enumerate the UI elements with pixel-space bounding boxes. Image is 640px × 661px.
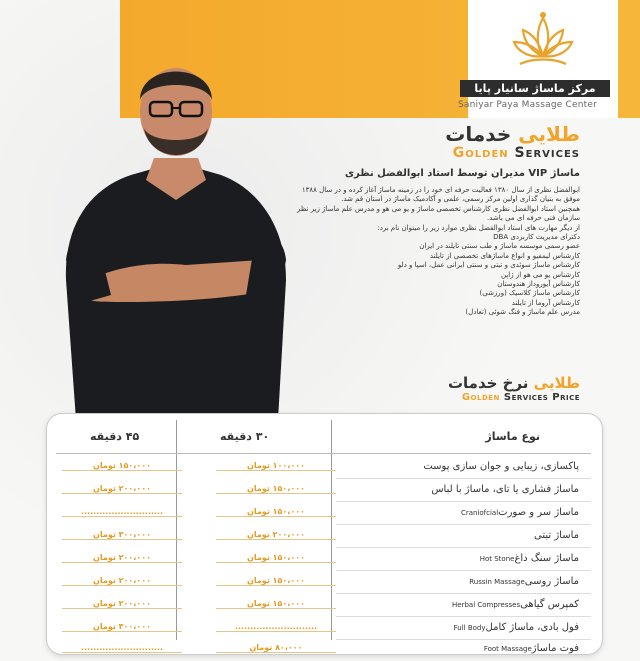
table-row: [56, 456, 591, 479]
table-row: [56, 502, 591, 525]
row-name-fa: پاکسازی، زیبایی و جوان سازی پوست: [423, 461, 579, 472]
table-row: [56, 594, 591, 617]
price-title-en-gold: Golden: [461, 392, 500, 403]
row-name-fa: ماساژ سر و صورت: [498, 507, 579, 518]
price-title-fa-main: نرخ خدمات: [447, 374, 529, 392]
row-name: [431, 484, 579, 495]
row-price-30: ۱۵۰،۰۰۰ تومان: [216, 553, 336, 563]
description-line: از دیگر مهارت های استاد ابوالفضل نظری موارد زیر را میتوان نام برد:: [377, 223, 580, 232]
row-name: [455, 507, 579, 518]
row-name-fa: فول بادی، ماساژ کامل: [485, 622, 579, 633]
table-row: [56, 479, 591, 502]
row-price-45: ...........................: [62, 643, 182, 653]
row-price-45: ۲۰۰،۰۰۰ تومان: [62, 599, 182, 609]
row-name: [534, 530, 579, 541]
golden-services-subtitle: ماساژ VIP مدیران توسط استاد ابوالفضل نظری: [344, 168, 580, 179]
row-name-fa: فوت ماساژ: [531, 643, 579, 654]
row-name-en: Herbal Compresses: [452, 601, 521, 609]
row-price-30: ۱۵۰،۰۰۰ تومان: [216, 507, 336, 517]
row-price-45: ...........................: [62, 507, 182, 517]
row-name: [448, 622, 579, 633]
row-price-30: ۱۵۰،۰۰۰ تومان: [216, 576, 336, 586]
description-line: کارشناس آیوروداز هندوستان: [497, 280, 580, 289]
price-title-en-main: Services Price: [503, 392, 580, 403]
header-massage-type: نوع ماساژ: [485, 430, 540, 443]
table-row: [56, 638, 591, 661]
row-price-30: ۲۰۰،۰۰۰ تومان: [216, 530, 336, 540]
row-price-45: ۲۰۰،۰۰۰ تومان: [62, 576, 182, 586]
description-line: همچنین استاد ابوالفضل نظری کارشناس تخصصی ماساژ و یو می هو و مدرس علم ماساژ زیر نظر: [296, 204, 580, 213]
row-name: [446, 599, 579, 610]
row-name: [463, 576, 579, 587]
golden-services-title-fa-gold: طلایی: [518, 122, 580, 146]
row-name: [423, 461, 579, 472]
golden-services-title-en: [453, 145, 580, 161]
description-line: کارشناس ماساژ سوئدی و تبتی و سنتی ایرانی عمل، اسپا و دلو: [397, 261, 580, 270]
row-price-45: ۳۰۰،۰۰۰ تومان: [62, 622, 182, 632]
table-row: [56, 548, 591, 571]
price-section-title-fa: [448, 374, 580, 392]
price-title-fa-gold: طلایی: [533, 374, 580, 392]
description-line: سازمان فنی حرفه ای می باشد.: [487, 214, 580, 223]
header-45-min: ۴۵ دقیقه: [90, 430, 140, 443]
row-name: [478, 643, 579, 654]
row-price-30: ...........................: [216, 622, 336, 632]
description-line: کارشناس آروما از تایلند: [511, 298, 580, 307]
table-row: [56, 571, 591, 594]
row-name-fa: ماساژ تبتی: [534, 530, 579, 541]
description-line: عضو رسمی موسسه ماساژ و طب سنتی تایلند در ایران: [419, 242, 580, 251]
description-line: کارشناس ماساژ کلاسیک (ورزشی): [479, 289, 580, 298]
description-line: مدرس علم ماساژ و فنگ شوئی (تعادل): [465, 308, 580, 317]
description-line: ابوالفضل نظری از سال ۱۳۸۰ فعالیت حرفه ای خود را در زمینه ماساژ آغاز کرده و در سال ۱۳۸۸: [301, 186, 580, 194]
lotus-logo-icon: [508, 10, 578, 72]
row-price-30: ۱۰۰،۰۰۰ تومان: [216, 461, 336, 471]
header-divider: [56, 453, 591, 454]
header-30-min: ۳۰ دقیقه: [220, 430, 270, 443]
row-name-en: Craniofcial: [460, 509, 499, 517]
golden-services-title-fa-main: خدمات: [445, 122, 512, 146]
brand-name-en: Saniyar Paya Massage Center: [457, 100, 598, 110]
row-name-fa: کمپرس گیاهی: [520, 599, 579, 610]
row-price-30: ۱۵۰،۰۰۰ تومان: [216, 484, 336, 494]
row-name: [474, 553, 579, 564]
row-price-45: ۱۵۰،۰۰۰ تومان: [62, 461, 182, 471]
description-line: موفق به بنیان گذاری اولین مرکز رسمی، علمی و آکادمیک ماساژ در استان قم شد.: [341, 195, 580, 204]
golden-services-title-fa: [445, 122, 580, 146]
row-name-fa: ماساژ سنگ داغ: [514, 553, 579, 564]
description-line: کارشناس لیمفیو و انواع ماساژهای تخصصی از تایلند: [429, 251, 580, 260]
master-description: [235, 186, 580, 318]
table-row: [56, 525, 591, 548]
row-price-30: ۸۰،۰۰۰ تومان: [216, 643, 336, 653]
row-price-45: ۳۰۰،۰۰۰ تومان: [62, 530, 182, 540]
golden-services-title-en-gold: Golden: [452, 145, 509, 161]
golden-services-title-en-main: Services: [514, 145, 580, 161]
row-name-en: Hot Stone: [479, 555, 515, 563]
row-price-45: ۲۰۰،۰۰۰ تومان: [62, 553, 182, 563]
row-name-fa: ماساژ فشاری یا تای، ماساژ با لباس: [431, 484, 579, 495]
brand-name-fa: مرکز ماساژ سانیار پایا: [460, 80, 610, 97]
row-price-30: ۱۵۰،۰۰۰ تومان: [216, 599, 336, 609]
row-name-fa: ماساژ روسی: [524, 576, 579, 587]
row-price-45: ۲۰۰،۰۰۰ تومان: [62, 484, 182, 494]
row-name-en: Full Body: [453, 624, 486, 632]
description-line: دکترای مدیریت کاربردی DBA: [493, 233, 580, 242]
row-name-en: Foot Massage: [483, 645, 532, 653]
table-row: [56, 617, 591, 640]
price-section-title-en: [462, 392, 580, 403]
row-name-en: Russin Massage: [469, 578, 525, 586]
description-line: کارشناس یو می هو از ژاپن: [500, 270, 580, 279]
